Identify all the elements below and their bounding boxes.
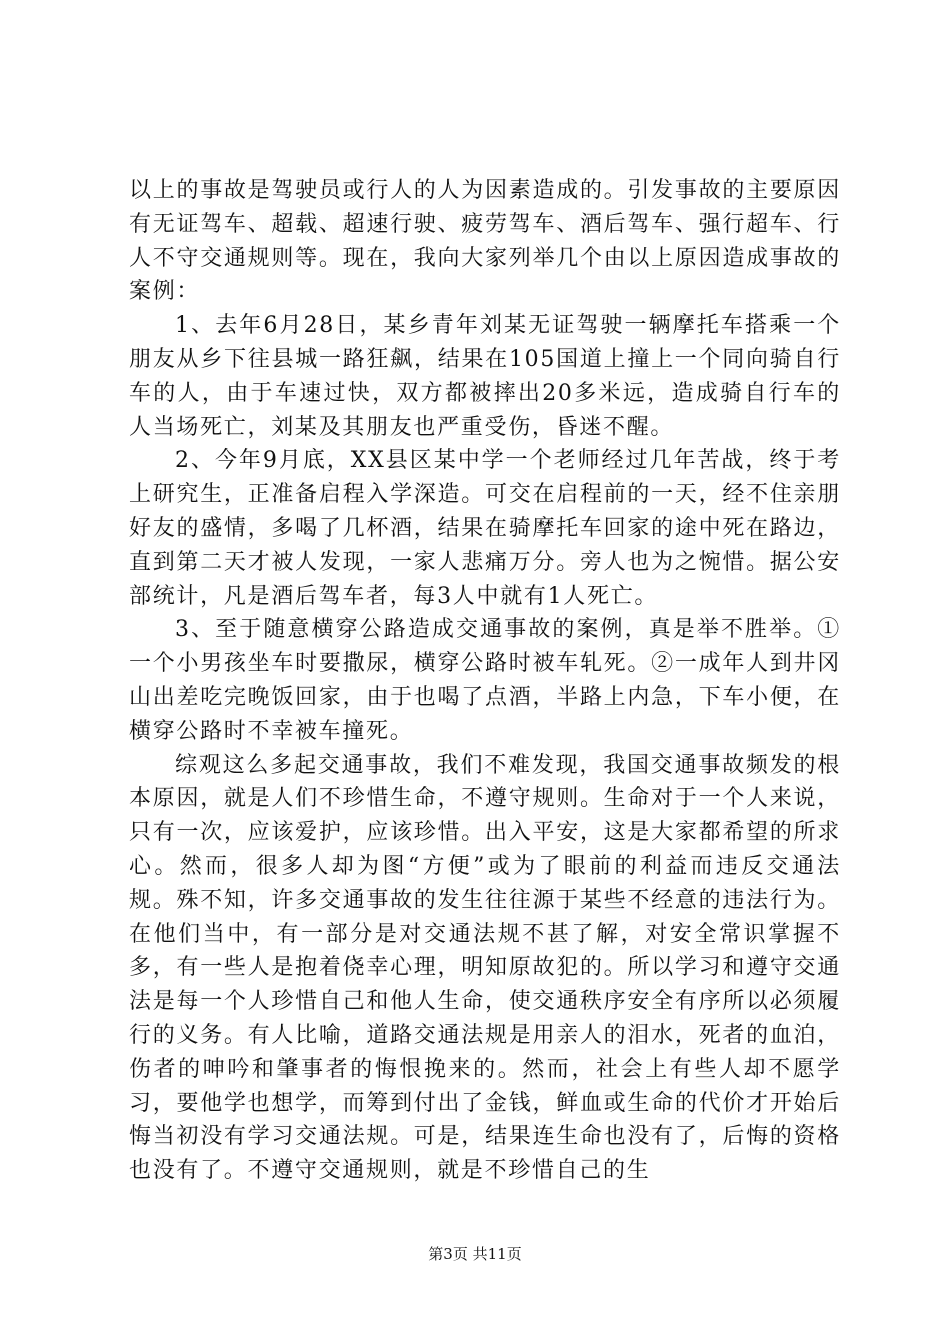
case-2-paragraph: 2、今年9月底，XX县区某中学一个老师经过几年苦战，终于考上研究生，正准备启程入学深造。可交在启程前的一天，经不住亲朋好友的盛情，多喝了几杯酒，结果在骑摩托车回家的途中死在路边，直到第二天才被人发现，一家人悲痛万分。旁人也为之惋惜。据公安部统计，凡是酒后驾车者，每3人中就有1人死亡。 (129, 448, 841, 609)
case-3-paragraph: 3、至于随意横穿公路造成交通事故的案例，真是举不胜举。①一个小男孩坐车时要撒尿，横穿公路时被车轧死。②一成年人到井冈山出差吃完晚饭回家，由于也喝了点酒，半路上内急，下车小便，在横穿公路时不幸被车撞死。 (129, 617, 841, 744)
document-body (129, 174, 841, 1188)
intro-paragraph: 以上的事故是驾驶员或行人的人为因素造成的。引发事故的主要原因有无证驾车、超载、超速行驶、疲劳驾车、酒后驾车、强行超车、行人不守交通规则等。现在，我向大家列举几个由以上原因造成事故的案例： (129, 178, 841, 305)
summary-paragraph: 综观这么多起交通事故，我们不难发现，我国交通事故频发的根本原因，就是人们不珍惜生命，不遵守规则。生命对于一个人来说，只有一次，应该爱护，应该珍惜。出入平安，这是大家都希望的所求心。然而，很多人却为图“方便”或为了眼前的利益而违反交通法规。殊不知，许多交通事故的发生往往源于某些不经意的违法行为。在他们当中，有一部分是对交通法规不甚了解，对安全常识掌握不多，有一些人是抱着侥幸心理，明知原故犯的。所以学习和遵守交通法是每一个人珍惜自己和他人生命，使交通秩序安全有序所以必须履行的义务。有人比喻，道路交通法规是用亲人的泪水，死者的血泊，伤者的呻吟和肇事者的悔恨挽来的。然而，社会上有些人却不愿学习，要他学也想学，而筹到付出了金钱，鲜血或生命的代价才开始后悔当初没有学习交通法规。可是，结果连生命也没有了，后悔的资格也没有了。不遵守交通规则，就是不珍惜自己的生 (129, 752, 841, 1184)
page-footer: 第3页 共11页 (428, 1245, 522, 1263)
case-1-paragraph: 1、去年6月28日，某乡青年刘某无证驾驶一辆摩托车搭乘一个朋友从乡下往县城一路狂飙，结果在105国道上撞上一个同向骑自行车的人，由于车速过快，双方都被摔出20多米远，造成骑自行车的人当场死亡，刘某及其朋友也严重受伤，昏迷不醒。 (129, 313, 841, 440)
